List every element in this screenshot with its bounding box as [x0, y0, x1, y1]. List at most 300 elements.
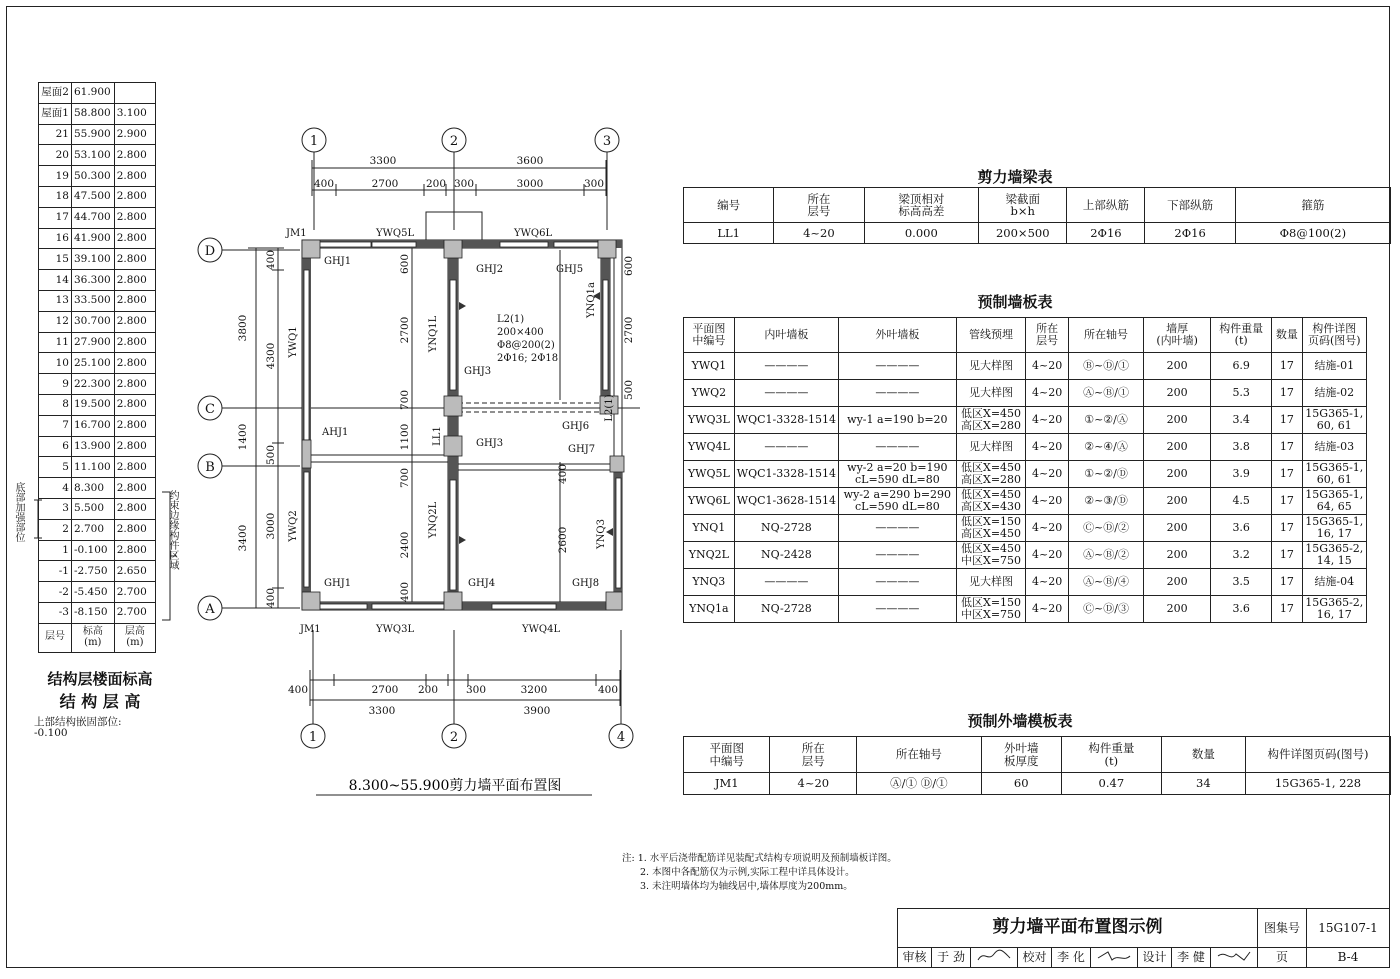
table-cell: Ⓐ~Ⓑ/①	[1068, 380, 1143, 407]
elevation-height-cell: 2.800	[114, 540, 155, 561]
dim-left-total-2: 1400	[237, 423, 249, 451]
table-cell: 17	[1272, 542, 1302, 569]
ghj4-label: GHJ4	[468, 578, 496, 589]
table-cell: NQ-2728	[734, 596, 838, 623]
drawing-title: 剪力墙平面布置图示例	[898, 909, 1258, 948]
table-cell: ②~③/Ⓓ	[1068, 488, 1143, 515]
dim-inner-12: 2600	[557, 526, 569, 554]
table-cell: 低区X=150 中区X=750	[956, 596, 1026, 623]
table-cell: ————	[839, 569, 957, 596]
elevation-row	[39, 145, 156, 166]
shear-wall-plan	[180, 118, 680, 808]
dim-left-total-3: 3400	[237, 524, 249, 552]
axis-label-C: C	[205, 402, 215, 417]
axis-label-D: D	[204, 244, 216, 259]
dim-inner-10: 500	[623, 379, 635, 401]
dim-top-detail-5: 3000	[516, 178, 544, 190]
elevation-height-cell: 2.800	[114, 332, 155, 353]
elevation-level-cell: 17	[39, 207, 72, 228]
table-cell: 0.47	[1061, 773, 1161, 795]
elevation-row	[39, 249, 156, 270]
axis-label-A: A	[205, 602, 215, 617]
table-cell: 15G365-2, 14, 15	[1302, 542, 1366, 569]
elevation-height-cell	[114, 83, 155, 104]
ywq3l-label: YWQ3L	[376, 624, 415, 635]
table-cell: ①~②/Ⓐ	[1068, 407, 1143, 434]
signature-mark	[1214, 948, 1254, 964]
page-label: 页	[1258, 947, 1307, 967]
elevation-elev-cell: -2.750	[71, 561, 114, 582]
elevation-row	[39, 270, 156, 291]
dim-left-detail-4: 3000	[265, 512, 277, 540]
dim-inner-2: 2700	[399, 316, 411, 344]
elevation-level-cell: 16	[39, 228, 72, 249]
table-cell: 见大样图	[956, 434, 1026, 461]
table-cell: 4~20	[1026, 353, 1069, 380]
panel-table-header: 平面图 中编号	[684, 318, 735, 353]
dim-bottom-total-2: 3900	[523, 705, 551, 717]
elevation-level-cell: 15	[39, 249, 72, 270]
elevation-height-cell: 3.100	[114, 103, 155, 124]
mold-table-header: 构件重量 (t)	[1061, 737, 1161, 773]
table-cell: YWQ6L	[684, 488, 735, 515]
ynq1a-label: YNQ1a	[586, 282, 597, 318]
elevation-elev-cell: 13.900	[71, 436, 114, 457]
table-cell: 3.4	[1211, 407, 1272, 434]
table-cell: 低区X=450 高区X=280	[956, 461, 1026, 488]
l2-size: 200×400	[497, 327, 544, 338]
mold-table-header: 构件详图页码(图号)	[1245, 737, 1390, 773]
table-cell: ————	[734, 434, 838, 461]
table-cell: Ⓐ~Ⓑ/②	[1068, 542, 1143, 569]
elevation-elev-cell: 33.500	[71, 290, 114, 311]
panel-table-header: 构件重量 (t)	[1211, 318, 1272, 353]
elevation-level-cell: 12	[39, 311, 72, 332]
table-cell: WQC1-3328-1514	[734, 461, 838, 488]
elevation-level-cell: 19	[39, 166, 72, 187]
table-cell: 4~20	[770, 773, 857, 795]
table-cell: 17	[1272, 407, 1302, 434]
table-row	[684, 461, 1367, 488]
table-cell: 17	[1272, 596, 1302, 623]
elevation-elev-cell: 5.500	[71, 498, 114, 519]
base-note-2: -0.100	[34, 727, 68, 739]
dim-top-detail-3: 200	[425, 178, 447, 190]
table-cell: YWQ1	[684, 353, 735, 380]
elevation-level-cell: 21	[39, 124, 72, 145]
table-cell: Ⓒ~Ⓓ/②	[1068, 515, 1143, 542]
table-cell: Ⓒ~Ⓓ/③	[1068, 596, 1143, 623]
designer-signature	[1211, 947, 1258, 967]
jm1-bottom-label: JM1	[300, 624, 321, 635]
table-cell: 4.5	[1211, 488, 1272, 515]
elevation-height-cell: 2.800	[114, 415, 155, 436]
dim-inner-9: 2700	[623, 316, 635, 344]
table-cell: ②~④/Ⓐ	[1068, 434, 1143, 461]
table-row	[684, 596, 1367, 623]
beam-table-title: 剪力墙梁表	[977, 168, 1053, 186]
elevation-level-cell: -2	[39, 582, 72, 603]
table-cell: 低区X=450 高区X=280	[956, 407, 1026, 434]
elevation-level-cell: 9	[39, 374, 72, 395]
note-3: 3. 未注明墙体均为轴线居中,墙体厚度为200mm。	[640, 881, 853, 892]
ghj3-label: GHJ3	[476, 438, 504, 449]
table-cell: 15G365-1, 60, 61	[1302, 407, 1366, 434]
ynq2l-label: YNQ2L	[428, 501, 439, 539]
elevation-level-cell: 5	[39, 457, 72, 478]
elevation-elev-cell: 44.700	[71, 207, 114, 228]
ghj1-top-label: GHJ1	[324, 256, 352, 267]
dim-bottom-detail-1: 400	[287, 684, 309, 696]
table-cell: 6.9	[1211, 353, 1272, 380]
dim-bottom-detail-6: 400	[597, 684, 619, 696]
elevation-elev-cell: 25.100	[71, 353, 114, 374]
elevation-elev-cell: 19.500	[71, 394, 114, 415]
mold-table-header: 数量	[1161, 737, 1245, 773]
table-cell: 200	[1144, 515, 1211, 542]
table-cell: YWQ3L	[684, 407, 735, 434]
table-cell: 结施-04	[1302, 569, 1366, 596]
elevation-level-cell: 11	[39, 332, 72, 353]
axis-label-bottom-1: 1	[308, 730, 318, 745]
dim-inner-3: 700	[399, 389, 411, 411]
table-cell: 4~20	[1026, 434, 1069, 461]
table-cell: 4~20	[1026, 515, 1069, 542]
table-row	[684, 380, 1367, 407]
table-cell: 3.9	[1211, 461, 1272, 488]
dim-inner-4: 1100	[399, 423, 411, 451]
table-cell: Φ8@100(2)	[1235, 223, 1390, 244]
elevation-row	[39, 124, 156, 145]
elevation-height-cell: 2.800	[114, 353, 155, 374]
elevation-elev-cell: -0.100	[71, 540, 114, 561]
table-cell: ————	[839, 542, 957, 569]
dim-inner-8: 600	[623, 255, 635, 277]
elevation-elev-cell: 11.100	[71, 457, 114, 478]
ywq5l-label: YWQ5L	[376, 228, 415, 239]
axis-label-top-1: 1	[309, 134, 319, 149]
table-cell: 200	[1144, 434, 1211, 461]
axis-label-top-3: 3	[602, 134, 612, 149]
ghj3-top-label: GHJ3	[464, 366, 492, 377]
table-cell: ————	[734, 380, 838, 407]
jm1-top-label: JM1	[286, 228, 307, 239]
elevation-height-cell: 2.800	[114, 374, 155, 395]
axis-label-bottom-2: 2	[449, 730, 459, 745]
elevation-height-cell: 2.700	[114, 582, 155, 603]
elevation-height-cell: 2.800	[114, 186, 155, 207]
beam-table-header: 箍筋	[1235, 188, 1390, 223]
table-cell: 200	[1144, 353, 1211, 380]
elevation-level-cell: 屋面1	[39, 103, 72, 124]
table-cell: 17	[1272, 515, 1302, 542]
table-cell: YWQ5L	[684, 461, 735, 488]
elevation-elev-cell: 22.300	[71, 374, 114, 395]
table-row	[684, 434, 1367, 461]
plan-title: 8.300~55.900剪力墙平面布置图	[348, 778, 562, 794]
elevation-row	[39, 353, 156, 374]
table-cell: wy-2 a=290 b=290 cL=590 dL=80	[839, 488, 957, 515]
beam-table-header: 梁截面 b×h	[979, 188, 1067, 223]
elevation-elev-cell: 8.300	[71, 478, 114, 499]
table-cell: WQC1-3628-1514	[734, 488, 838, 515]
table-cell: YWQ2	[684, 380, 735, 407]
elevation-caption-2: 结 构 层 高	[59, 692, 141, 711]
table-cell: ————	[839, 434, 957, 461]
table-cell: wy-1 a=190 b=20	[839, 407, 957, 434]
table-cell: 60	[981, 773, 1061, 795]
dim-left-total-1: 3800	[237, 314, 249, 342]
table-cell: 2Φ16	[1067, 223, 1145, 244]
table-row	[684, 569, 1367, 596]
elevation-row	[39, 415, 156, 436]
table-cell: 结施-03	[1302, 434, 1366, 461]
table-cell: ①~②/Ⓓ	[1068, 461, 1143, 488]
elevation-elev-cell: 39.100	[71, 249, 114, 270]
precast-wall-panel-table	[683, 317, 1367, 623]
mold-table-header: 平面图 中编号	[684, 737, 770, 773]
table-cell: YNQ1a	[684, 596, 735, 623]
elevation-row	[39, 83, 156, 104]
elevation-caption-1: 结构层楼面标高	[47, 670, 153, 688]
l2-right-label: L2(1)	[604, 394, 615, 422]
ywq1-label: YWQ1	[288, 326, 299, 358]
checker-signature	[1090, 947, 1137, 967]
table-cell: 3.6	[1211, 596, 1272, 623]
elevation-row	[39, 207, 156, 228]
table-cell: 4~20	[1026, 569, 1069, 596]
elevation-row	[39, 311, 156, 332]
panel-table-title: 预制墙板表	[977, 293, 1053, 311]
table-cell: YNQ3	[684, 569, 735, 596]
table-cell: 17	[1272, 461, 1302, 488]
elevation-level-cell: 10	[39, 353, 72, 374]
beam-table-header: 上部纵筋	[1067, 188, 1145, 223]
elevation-elev-cell: 53.100	[71, 145, 114, 166]
table-cell: ————	[839, 596, 957, 623]
elevation-height-cell: 2.800	[114, 457, 155, 478]
elevation-elev-cell: 36.300	[71, 270, 114, 291]
dim-top-detail-4: 300	[453, 178, 475, 190]
notes-block	[622, 852, 1122, 894]
elevation-elev-cell: -5.450	[71, 582, 114, 603]
table-cell: 见大样图	[956, 353, 1026, 380]
beam-table-header: 编号	[684, 188, 774, 223]
dim-left-detail-1: 400	[265, 249, 277, 271]
axis-label-B: B	[205, 460, 215, 475]
note-2: 2. 本图中各配筋仅为示例,实际工程中详具体设计。	[640, 867, 855, 878]
elevation-footer-elev: 标高 (m)	[71, 623, 114, 652]
ghj5-label: GHJ5	[556, 264, 584, 275]
table-cell: 4~20	[1026, 461, 1069, 488]
table-cell: WQC1-3328-1514	[734, 407, 838, 434]
l2-bars: 2Φ16; 2Φ18	[497, 353, 559, 364]
ghj8-label: GHJ8	[572, 578, 600, 589]
elevation-elev-cell: 41.900	[71, 228, 114, 249]
table-cell: 4~20	[1026, 488, 1069, 515]
dim-left-detail-3: 500	[265, 444, 277, 466]
elevation-height-cell: 2.800	[114, 166, 155, 187]
table-cell: 15G365-1, 60, 61	[1302, 461, 1366, 488]
table-cell: NQ-2428	[734, 542, 838, 569]
table-cell: 34	[1161, 773, 1245, 795]
beam-table-header: 下部纵筋	[1145, 188, 1235, 223]
table-cell: LL1	[684, 223, 774, 244]
table-cell: 0.000	[864, 223, 979, 244]
table-cell: 17	[1272, 380, 1302, 407]
table-cell: YNQ2L	[684, 542, 735, 569]
dim-bottom-detail-2: 2700	[371, 684, 399, 696]
l2-stirrup: Φ8@200(2)	[497, 340, 555, 351]
table-cell: 低区X=150 高区X=450	[956, 515, 1026, 542]
beam-table-header: 梁顶相对 标高高差	[864, 188, 979, 223]
elevation-height-cell: 2.800	[114, 207, 155, 228]
table-cell: ————	[839, 353, 957, 380]
table-cell: wy-2 a=20 b=190 cL=590 dL=80	[839, 461, 957, 488]
reviewer-signature	[970, 947, 1017, 967]
elevation-level-cell: 14	[39, 270, 72, 291]
mold-table-header: 所在 层号	[770, 737, 857, 773]
l2-label: L2(1)	[497, 314, 525, 325]
dim-inner-7: 400	[399, 581, 411, 603]
dim-bottom-detail-3: 200	[417, 684, 439, 696]
elevation-row	[39, 186, 156, 207]
ahj1-label: AHJ1	[322, 427, 349, 438]
dim-top-detail-2: 2700	[371, 178, 399, 190]
elevation-elev-cell: -8.150	[71, 602, 114, 623]
table-cell: 17	[1272, 488, 1302, 515]
table-cell: 3.2	[1211, 542, 1272, 569]
table-cell: 200	[1144, 488, 1211, 515]
ghj6-label: GHJ6	[562, 421, 590, 432]
table-cell: YNQ1	[684, 515, 735, 542]
elevation-footer-height: 层高 (m)	[114, 623, 155, 652]
elevation-height-cell: 2.800	[114, 290, 155, 311]
elevation-row	[39, 394, 156, 415]
table-cell: 4~20	[1026, 542, 1069, 569]
table-cell: 低区X=450 中区X=750	[956, 542, 1026, 569]
panel-table-header: 所在轴号	[1068, 318, 1143, 353]
elevation-level-cell: -3	[39, 602, 72, 623]
elevation-elev-cell: 55.900	[71, 124, 114, 145]
ynq1l-label: YNQ1L	[428, 315, 439, 353]
bottom-reinforced-zone-label: 底部加强部位	[13, 482, 24, 542]
table-cell: 200×500	[979, 223, 1067, 244]
elevation-height-cell: 2.650	[114, 561, 155, 582]
elevation-height-cell: 2.800	[114, 249, 155, 270]
elevation-level-cell: 2	[39, 519, 72, 540]
ghj7-label: GHJ7	[568, 444, 596, 455]
table-row	[684, 515, 1367, 542]
dim-top-detail-6: 300	[583, 178, 605, 190]
table-row	[684, 488, 1367, 515]
atlas-label: 图集号	[1258, 909, 1307, 948]
dim-inner-5: 700	[399, 467, 411, 489]
elevation-elev-cell: 30.700	[71, 311, 114, 332]
table-row	[684, 223, 1391, 244]
elevation-height-cell: 2.800	[114, 478, 155, 499]
dim-inner-1: 600	[399, 253, 411, 275]
ghj1-bottom-label: GHJ1	[324, 578, 352, 589]
elevation-level-cell: 屋面2	[39, 83, 72, 104]
table-cell: Ⓐ/① Ⓓ/①	[857, 773, 981, 795]
ll1-label: LL1	[432, 426, 443, 446]
ywq6l-label: YWQ6L	[514, 228, 553, 239]
table-cell: ————	[734, 353, 838, 380]
table-cell: 见大样图	[956, 380, 1026, 407]
elevation-level-cell: 20	[39, 145, 72, 166]
ywq4l-label: YWQ4L	[522, 624, 561, 635]
dim-bottom-detail-5: 3200	[520, 684, 548, 696]
elevation-row	[39, 166, 156, 187]
elevation-level-cell: 18	[39, 186, 72, 207]
table-cell: 200	[1144, 407, 1211, 434]
table-row	[684, 542, 1367, 569]
panel-table-header: 数量	[1272, 318, 1302, 353]
dim-bottom-total-1: 3300	[368, 705, 396, 717]
elevation-level-cell: 1	[39, 540, 72, 561]
elevation-level-cell: 7	[39, 415, 72, 436]
mold-table-title: 预制外墙模板表	[967, 712, 1073, 730]
elevation-elev-cell: 58.800	[71, 103, 114, 124]
dim-left-detail-5: 400	[265, 587, 277, 609]
elevation-level-cell: 6	[39, 436, 72, 457]
table-cell: 结施-01	[1302, 353, 1366, 380]
table-cell: 15G365-1, 16, 17	[1302, 515, 1366, 542]
elevation-height-cell: 2.800	[114, 145, 155, 166]
table-cell: 15G365-1, 228	[1245, 773, 1390, 795]
review-label: 审核	[898, 947, 932, 967]
axis-label-bottom-4: 4	[616, 730, 626, 745]
elevation-row	[39, 228, 156, 249]
elevation-height-cell: 2.800	[114, 270, 155, 291]
table-cell: 3.6	[1211, 515, 1272, 542]
elevation-height-cell: 2.800	[114, 228, 155, 249]
panel-table-header: 管线预埋	[956, 318, 1026, 353]
table-cell: 200	[1144, 569, 1211, 596]
dim-left-detail-2: 4300	[265, 342, 277, 370]
dim-top-total-1: 3300	[369, 155, 397, 167]
table-cell: 低区X=450 高区X=430	[956, 488, 1026, 515]
table-cell: 4~20	[1026, 407, 1069, 434]
table-cell: 15G365-2, 16, 17	[1302, 596, 1366, 623]
check-label: 校对	[1017, 947, 1051, 967]
designer-name: 李 健	[1172, 947, 1211, 967]
elevation-height-cell: 2.800	[114, 394, 155, 415]
table-cell: 3.8	[1211, 434, 1272, 461]
elevation-row	[39, 457, 156, 478]
table-cell: ————	[734, 569, 838, 596]
elevation-level-cell: 4	[39, 478, 72, 499]
table-row	[684, 353, 1367, 380]
table-cell: YWQ4L	[684, 434, 735, 461]
table-cell: JM1	[684, 773, 770, 795]
note-1: 注: 1. 水平后浇带配筋详见装配式结构专项说明及预制墙板详图。	[622, 853, 897, 864]
shear-wall-beam-table	[683, 187, 1391, 244]
dim-top-total-2: 3600	[516, 155, 544, 167]
table-cell: 17	[1272, 353, 1302, 380]
table-cell: Ⓐ~Ⓑ/④	[1068, 569, 1143, 596]
table-cell: ————	[839, 380, 957, 407]
ghj2-label: GHJ2	[476, 264, 504, 275]
mold-table-header: 外叶墙 板厚度	[981, 737, 1061, 773]
elevation-row	[39, 103, 156, 124]
table-cell: 2Φ16	[1145, 223, 1235, 244]
elevation-elev-cell: 50.300	[71, 166, 114, 187]
base-note-1: 上部结构嵌固部位:	[34, 716, 122, 728]
table-cell: 4~20	[1026, 380, 1069, 407]
elevation-height-cell: 2.800	[114, 498, 155, 519]
